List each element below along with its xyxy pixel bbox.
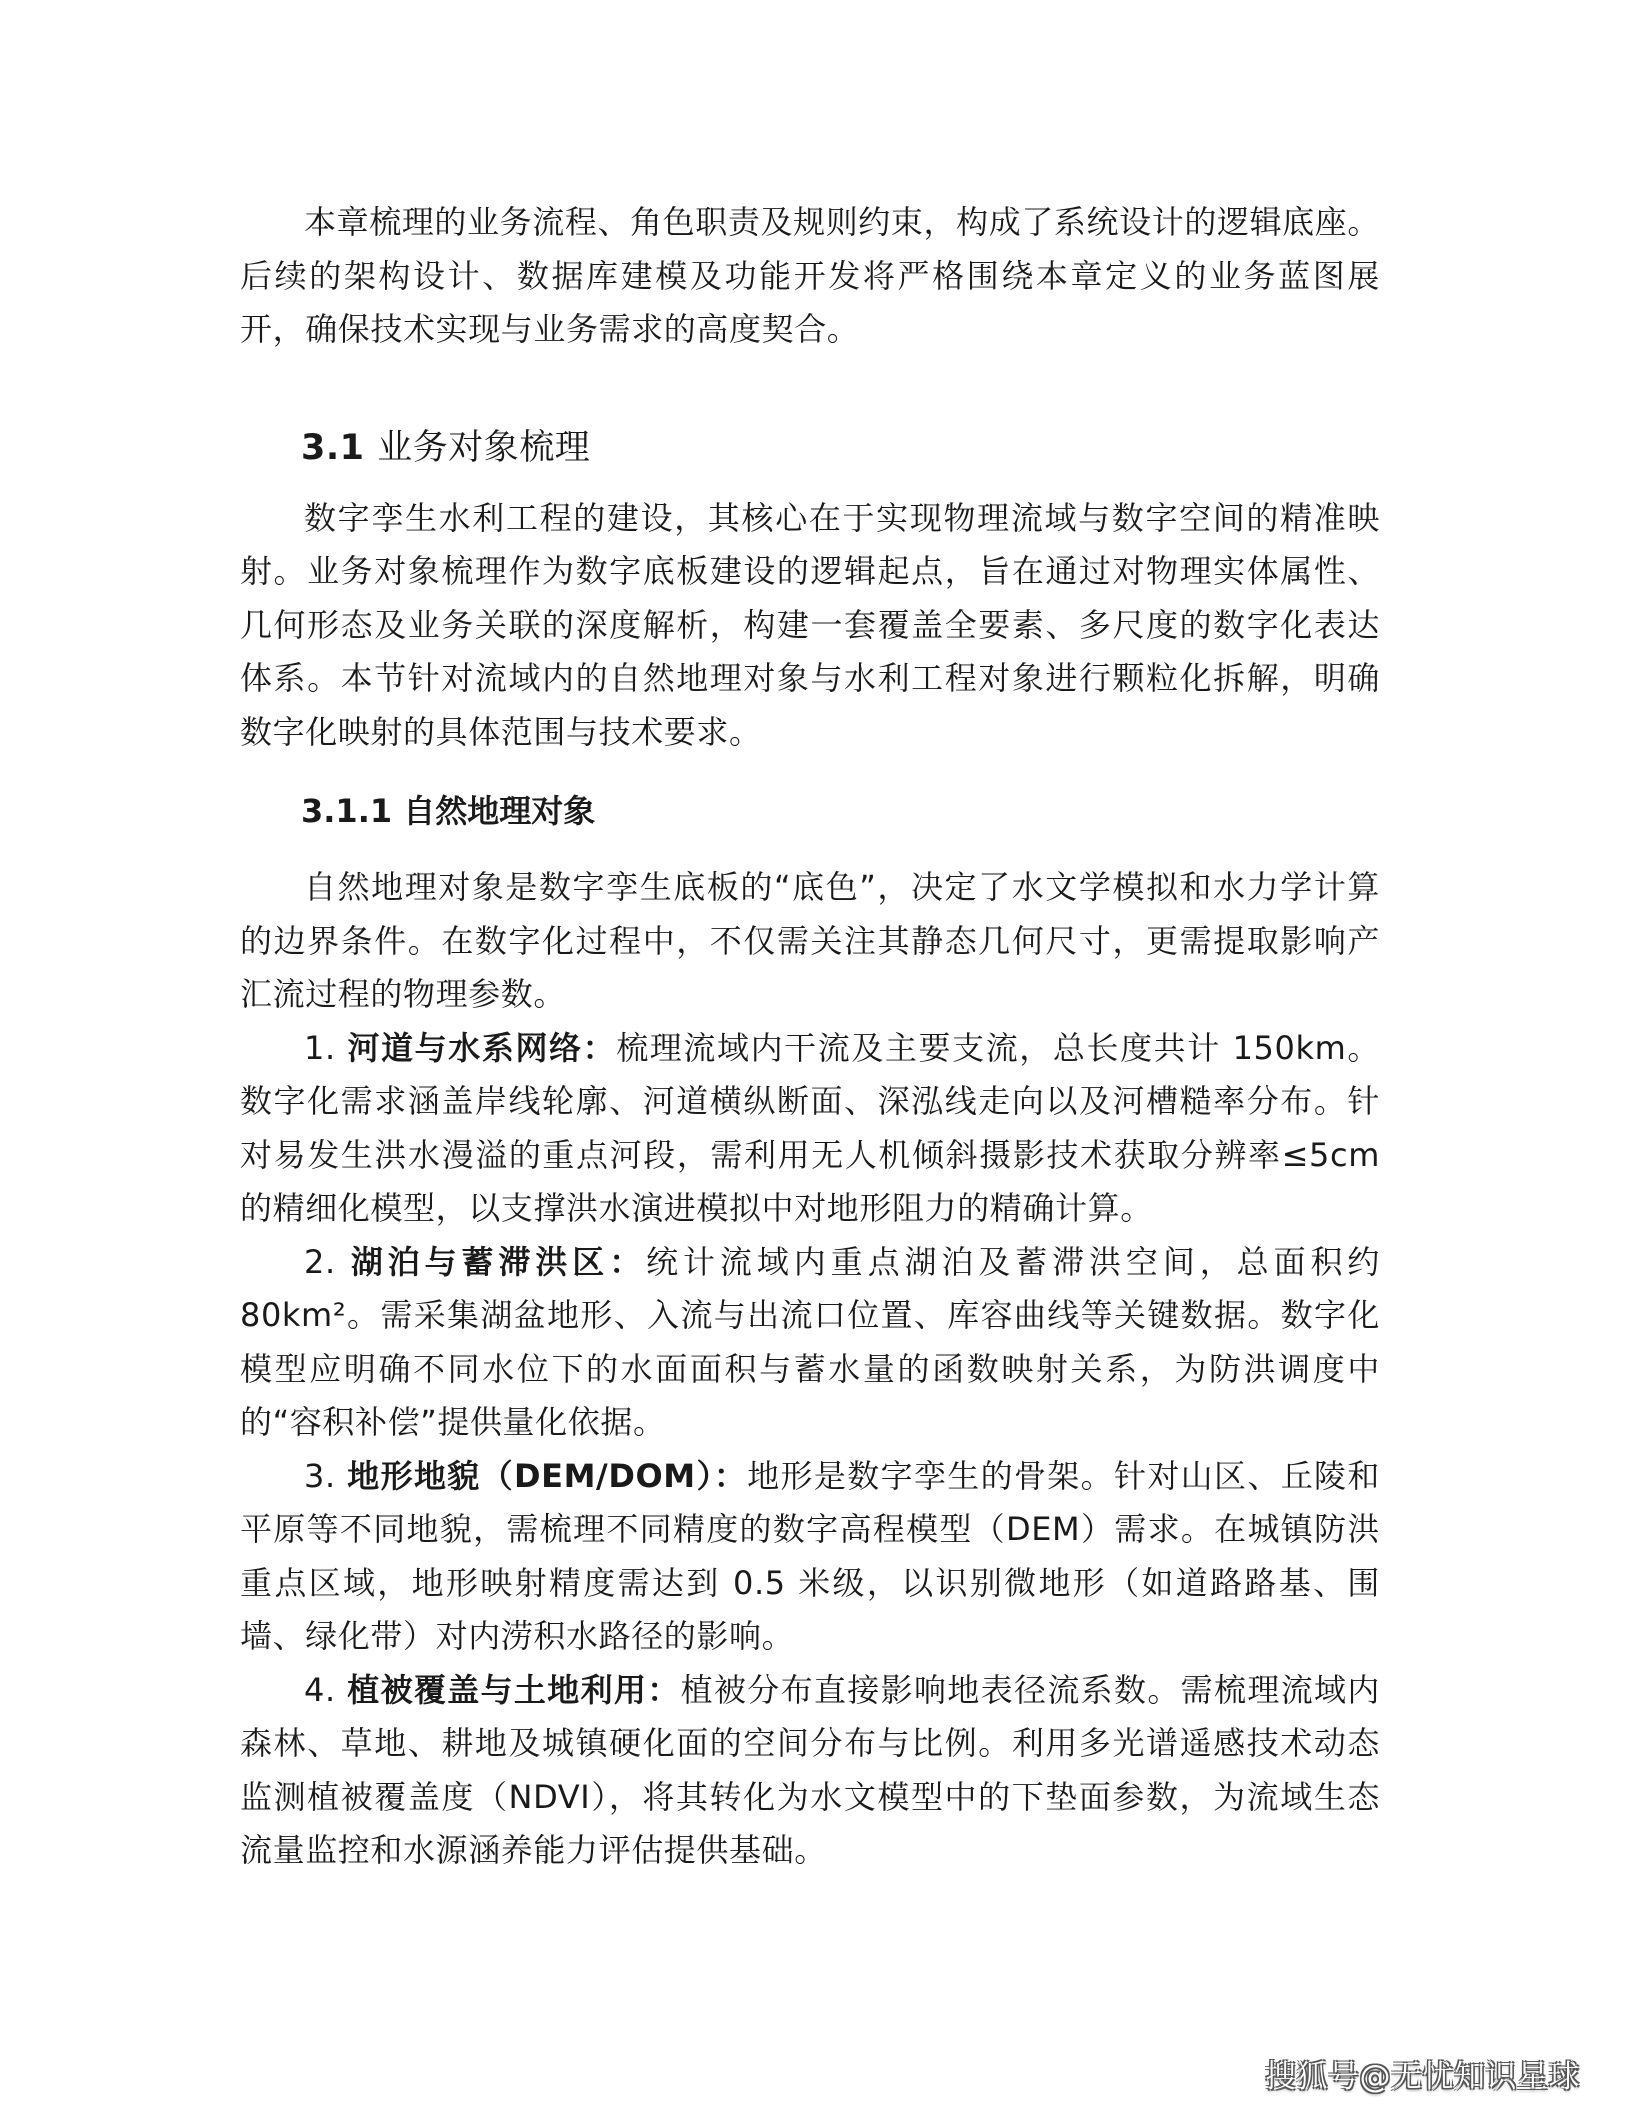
- intro-paragraph: 本章梳理的业务流程、角色职责及规则约束，构成了系统设计的逻辑底座。后续的架构设计、数据库建模及功能开发将严格围绕本章定义的业务蓝图展开，确保技术实现与业务需求的高度契合。: [240, 203, 1380, 348]
- section-3-1-heading: [301, 418, 1380, 478]
- list-item-river-network: [240, 1022, 1380, 1236]
- section-3-1-title: 业务对象梳理: [377, 427, 591, 468]
- list-item-label: 河道与水系网络：: [347, 1028, 617, 1067]
- section-3-1-1-heading: 3.1.1 自然地理对象: [301, 792, 596, 830]
- list-item-text: 植被分布直接影响地表径流系数。需梳理流域内森林、草地、耕地及城镇硬化面的空间分布与比例。利用多光谱遥感技术动态监测植被覆盖度（NDVI），将其转化为水文模型中的下垫面参数，为流域生态流量监控和水源涵养能力评估提供基础。: [240, 1670, 1380, 1869]
- list-item-lakes: [240, 1236, 1380, 1450]
- list-item-label: 湖泊与蓄滞洪区：: [350, 1242, 647, 1281]
- document-page: [240, 196, 1380, 1878]
- list-item-text: 统计流域内重点湖泊及蓄滞洪空间，总面积约 80km²。需采集湖盆地形、入流与出流口位置、库容曲线等关键数据。数字化模型应明确不同水位下的水面面积与蓄水量的函数映射关系，为防洪调度中的“容积补偿”提供量化依据。: [240, 1242, 1380, 1441]
- section-3-1-body: 数字孪生水利工程的建设，其核心在于实现物理流域与数字空间的精准映射。业务对象梳理作为数字底板建设的逻辑起点，旨在通过对物理实体属性、几何形态及业务关联的深度解析，构建一套覆盖全要素、多尺度的数字化表达体系。本节针对流域内的自然地理对象与水利工程对象进行颗粒化拆解，明确数字化映射的具体范围与技术要求。: [240, 498, 1380, 751]
- list-item-label: 地形地貌（DEM/DOM）：: [347, 1456, 748, 1495]
- list-item-label: 植被覆盖与土地利用：: [347, 1670, 681, 1709]
- list-item-terrain: [240, 1450, 1380, 1664]
- list-item-index: 2.: [304, 1242, 336, 1281]
- watermark: 搜狐号@无忧知识星球: [1265, 2059, 1580, 2095]
- list-item-text: 梳理流域内干流及主要支流，总长度共计 150km。数字化需求涵盖岸线轮廓、河道横纵断面、深泓线走向以及河槽糙率分布。针对易发生洪水漫溢的重点河段，需利用无人机倾斜摄影技术获取分辨率≤5cm 的精细化模型，以支撑洪水演进模拟中对地形阻力的精确计算。: [240, 1028, 1380, 1227]
- section-3-1-number: 3.1: [301, 427, 365, 468]
- section-3-1-1-body: 自然地理对象是数字孪生底板的“底色”，决定了水文学模拟和水力学计算的边界条件。在数字化过程中，不仅需关注其静态几何尺寸，更需提取影响产汇流过程的物理参数。: [240, 868, 1380, 1013]
- list-item-index: 3.: [304, 1456, 336, 1495]
- list-item-vegetation: [240, 1664, 1380, 1878]
- list-item-text: 地形是数字孪生的骨架。针对山区、丘陵和平原等不同地貌，需梳理不同精度的数字高程模型（DEM）需求。在城镇防洪重点区域，地形映射精度需达到 0.5 米级，以识别微地形（如道路路基、围墙、绿化带）对内涝积水路径的影响。: [240, 1456, 1380, 1655]
- list-item-index: 4.: [304, 1670, 336, 1709]
- list-item-index: 1.: [304, 1028, 336, 1067]
